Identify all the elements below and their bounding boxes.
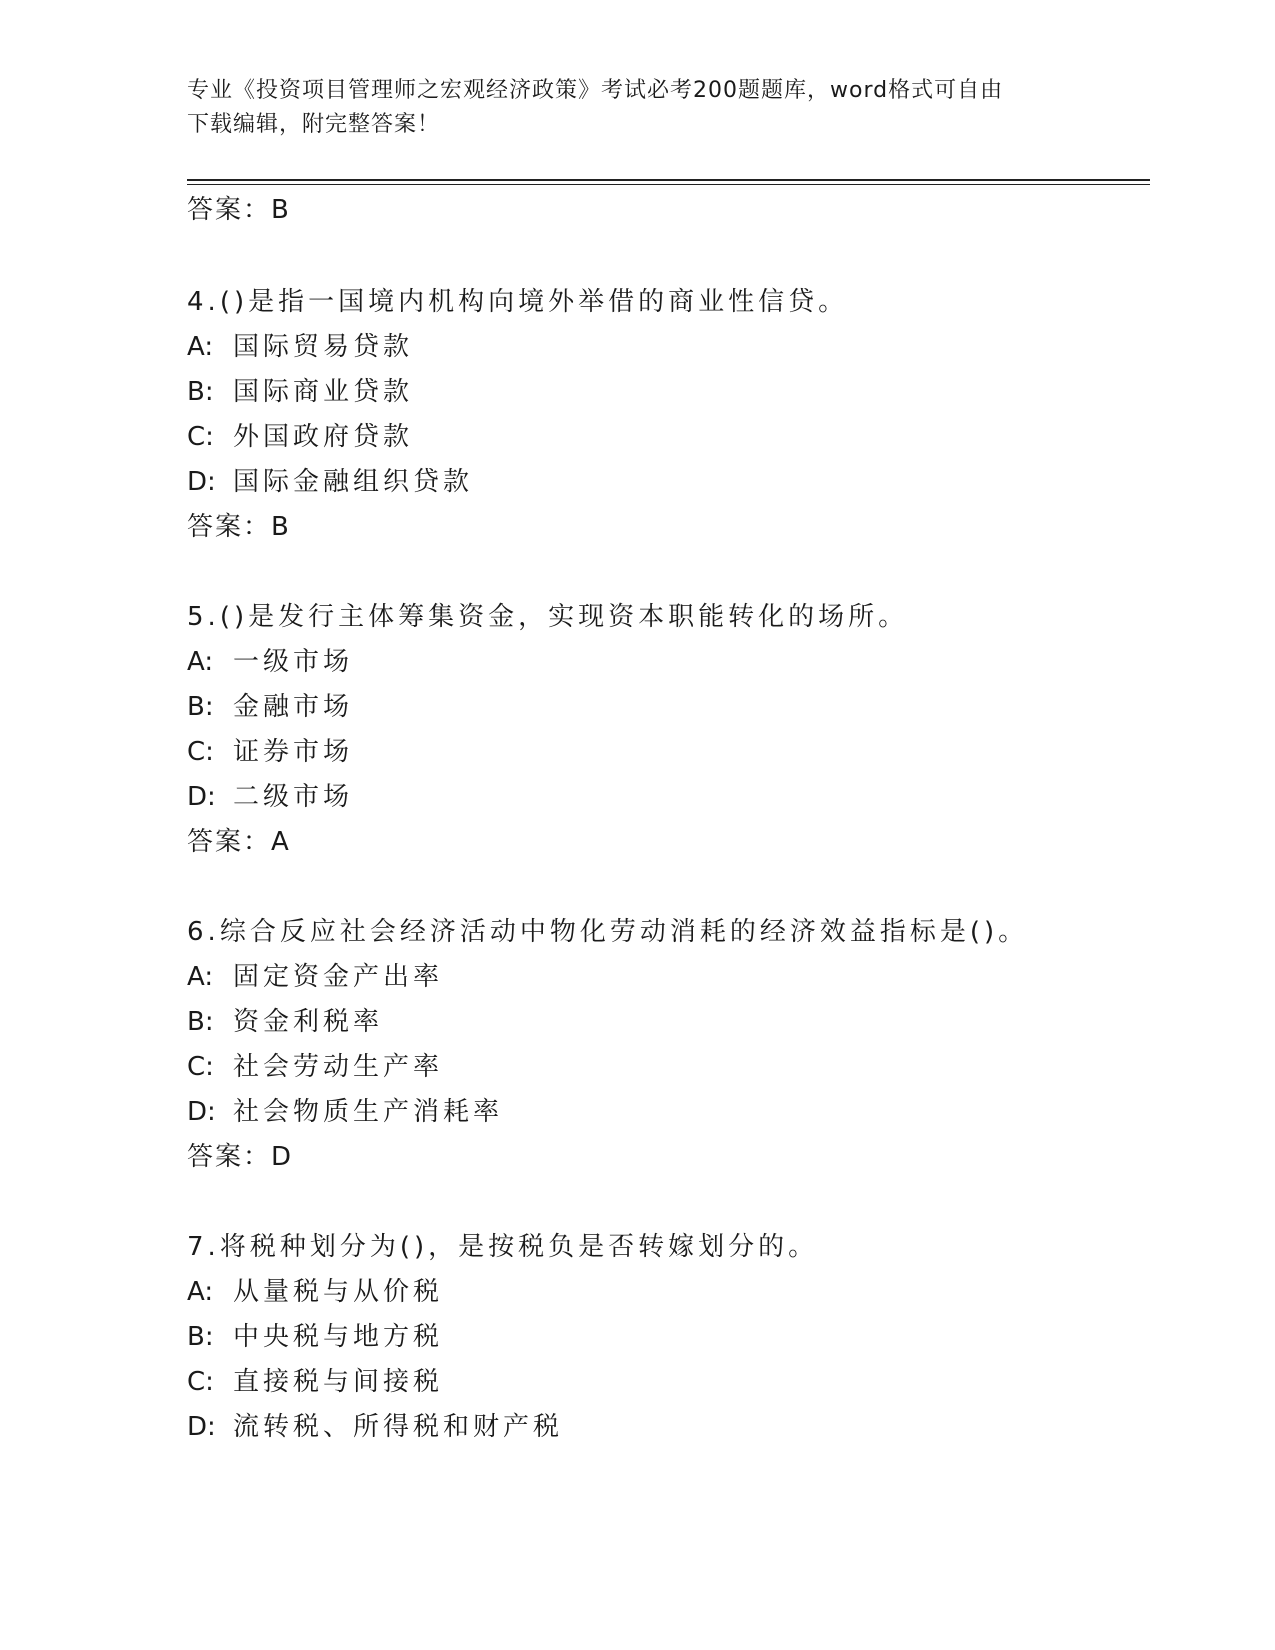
option-5d: D: 二级市场 — [187, 782, 354, 812]
option-7b: B: 中央税与地方税 — [187, 1322, 444, 1352]
question-number: 4. — [187, 287, 220, 317]
answer-line: 答案：D — [187, 1142, 294, 1172]
header-rule-thick — [187, 179, 1150, 181]
option-5b: B: 金融市场 — [187, 692, 354, 722]
question-text: 将税种划分为()，是按税负是否转嫁划分的。 — [219, 1232, 819, 1262]
option-4a: A: 国际贸易贷款 — [187, 332, 414, 362]
document-header — [187, 74, 1087, 142]
answer-value: B — [271, 512, 291, 542]
answer-value: B — [271, 195, 291, 225]
option-7a: A: 从量税与从价税 — [187, 1277, 444, 1307]
question-text: ()是发行主体筹集资金，实现资本职能转化的场所。 — [219, 602, 909, 632]
question-5 — [187, 600, 908, 634]
question-4 — [187, 285, 848, 319]
answer-line: 答案：A — [187, 827, 291, 857]
answer-value: A — [271, 827, 291, 857]
answer-line: 答案：B — [187, 195, 291, 225]
header-line-1: 专业《投资项目管理师之宏观经济政策》考试必考200题题库，word格式可自由 — [187, 78, 1004, 103]
question-7 — [187, 1230, 818, 1264]
option-5a: A: 一级市场 — [187, 647, 354, 677]
question-number: 6. — [187, 917, 220, 947]
question-number: 5. — [187, 602, 220, 632]
question-text: ()是指一国境内机构向境外举借的商业性信贷。 — [219, 287, 849, 317]
header-line-2: 下载编辑，附完整答案！ — [187, 112, 441, 137]
option-6a: A: 固定资金产出率 — [187, 962, 444, 992]
option-4c: C: 外国政府贷款 — [187, 422, 414, 452]
option-6d: D: 社会物质生产消耗率 — [187, 1097, 504, 1127]
option-6b: B: 资金利税率 — [187, 1007, 384, 1037]
option-5c: C: 证券市场 — [187, 737, 354, 767]
answer-value: D — [271, 1142, 294, 1172]
question-number: 7. — [187, 1232, 220, 1262]
option-6c: C: 社会劳动生产率 — [187, 1052, 444, 1082]
option-4b: B: 国际商业贷款 — [187, 377, 414, 407]
option-7c: C: 直接税与间接税 — [187, 1367, 444, 1397]
option-4d: D: 国际金融组织贷款 — [187, 467, 474, 497]
header-rule-thin — [187, 184, 1150, 185]
answer-line: 答案：B — [187, 512, 291, 542]
question-text: 综合反应社会经济活动中物化劳动消耗的经济效益指标是()。 — [219, 917, 1029, 947]
question-6 — [187, 915, 1028, 949]
option-7d: D: 流转税、所得税和财产税 — [187, 1412, 564, 1442]
